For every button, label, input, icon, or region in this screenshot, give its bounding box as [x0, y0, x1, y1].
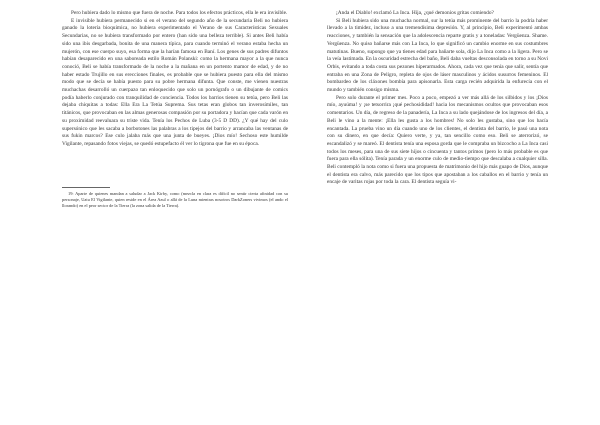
paragraph: ¡Anda el Diablo! exclamó La Inca. Hija, ¿qué demonios gritas comiendo?: [336, 10, 494, 16]
right-page: [300, 0, 600, 425]
footnote-divider: [62, 187, 110, 188]
footnote: 19: Aparte de quienes mandan a saludar a Jack Kirby, como (mezcla en clara es difícil no sentir cierta afinidad con su personaje, Uatu El Vigilante, quien reside en el Área Azul o allá de la Luna mientras nosotros DarkZoners vivimos (el ando el llorando) en el peor sector de la Tierra (la zona salida de la Tierra).: [62, 190, 288, 209]
paragraph: E invisible hubiera permanecido si en el verano del segundo año de la secundaria Beli no hubiera ganado la lotería bioquímica, no hubiera experimentado el Verano de sus Características Sexuales Secundarias, no se hubiera transformado por entero (han sido una belleza terrible). Si antes Beli había sido una ibis desgarbada, bonita de una manera típica, para cuando terminó el verano estaba hecha un mujerón, con ese cuerpo suyo, esa forma que la harían famosa en Baní. Los genes de sus padres difuntos habían desaparecido en una saboreada estilo Román Polanski: como la hermana mayor a la que nunca conoció, Beli se había transformado de la noche a la mañana en un portento mamor de edad, y de no haber estado Trujillo en sus erecciones finales, es probable que se hubiera puesto para ella del mismo modo que se decía se había puesto para su pobre hermana difunta. Que conste, me vienen nuestras muchachas desarrolló un cuerpazo tan enloquecido que solo un pornógrafo o un dibujante de comics podía haberlo conjurado con tranquilidad de conciencia. Todos los barrios tienen su tetúa, pero Beli las dejaba chiquitas a todas: Ella Era La Tetúa Suprema. Sus tetas eran globos tan inverosímiles, tan titánicos, que provocaban en las almas generosas compasión por su portadora y hacían que cada varón en su proximidad reevaluara su triste vida. Tenía los Pechos de Luba (3-5 D DD). ¿Y qué hay del culo supersónico que les sacaba a borbotones las palabras a los tipejos del barrio y arrancaba las ventanas de sus fukin marcos? Ese culo jalaba más que una junta de bueyes. ¡Dios mío! Sechoso este humilde Vigilante, repasando fotos viejas, se quedó estupefacto él ver lo tigrona que fue en su época.: [62, 17, 288, 147]
paragraph: Si Beli hubiera sido una muchacha normal, sur la tetúa más prominente del barrio la podría haber llevado a la timidez, incluso a una tremendísima depresión. Y, al principio, Beli experimentó ambas reacciones, y también la sensación que la adolescencia reparte gratis y a toneladas: Vergüenza. Shame. Vergüenza. No quiso bañarse más con La Inca, lo que significó un cambio enorme en sus costumbres matutinas. Bueno, supongo que ya tienes edad para bañarte sola, dijo La Inca como a la ligera. Pero se la veía lastimada. En la oscuridad estrecha del baño, Beli daba vueltas desconsolada en torno a su Novi Orbis, evitando a toda costa sus pezones hiperarmados. Ahora, cada vez que tenía que salir, sentía que entraba en una Zona de Peligro, repleta de ojos de láser masculinos y ácidos susurros femeninos. El bombardeo de los cláxones bombía para apisonarla. Esta carga recién adquirida la enfurecía con el mundo y también consigo misma.: [327, 17, 548, 94]
paragraph: Pero hubiera dado lo mismo que fuera de noche. Para todos los efectos prácticos, ella le era invisible.: [71, 10, 288, 16]
paragraph: Pero solo durante el primer mes. Poco a poco, empezó a ver más allá de los silbidos y los ¡Dios mío, ayuúma! y ¡se tetsorrira ¡qué pechosididad! hacia los mecanismos ocultos que provocaban esos comentarios. Un día, de regreso de la panadería, La Inca a su lado quejándose de los ingresos del día, a Beli le vino a la mente: ¡Ella les gusta a los hombres! No solo les gustaba, sino que los hacía encantada. La prueba vino un día cuando uno de los clientes, el dentista del barrio, le pasó una nota con su dinero, en que decía: Quiero verte, y ya, tan sencillo como eso. Beli se aterrorizó, se escandalizó y se mareó. El dentista tenía una esposa gorda que le compraba un bizcocho a La Inca casi todos los meses, para una de sus siete hijos o cincuenta y tantos primos (pero lo más probable es que fuera para ella sólita). Tenía parada y un enorme culo de medio-tiempo que descalaba a cualquier silla. Beli contempló la nota como si fuera una propuesta de matrimonio del hijo más guapo de Dios, aunque el dentista era calvo, más parecido que los tipos que apostaban a los caballos en el barrio y tenía un encaje de varitas rojas por toda la cara. El dentista seguía vi-: [327, 94, 548, 186]
